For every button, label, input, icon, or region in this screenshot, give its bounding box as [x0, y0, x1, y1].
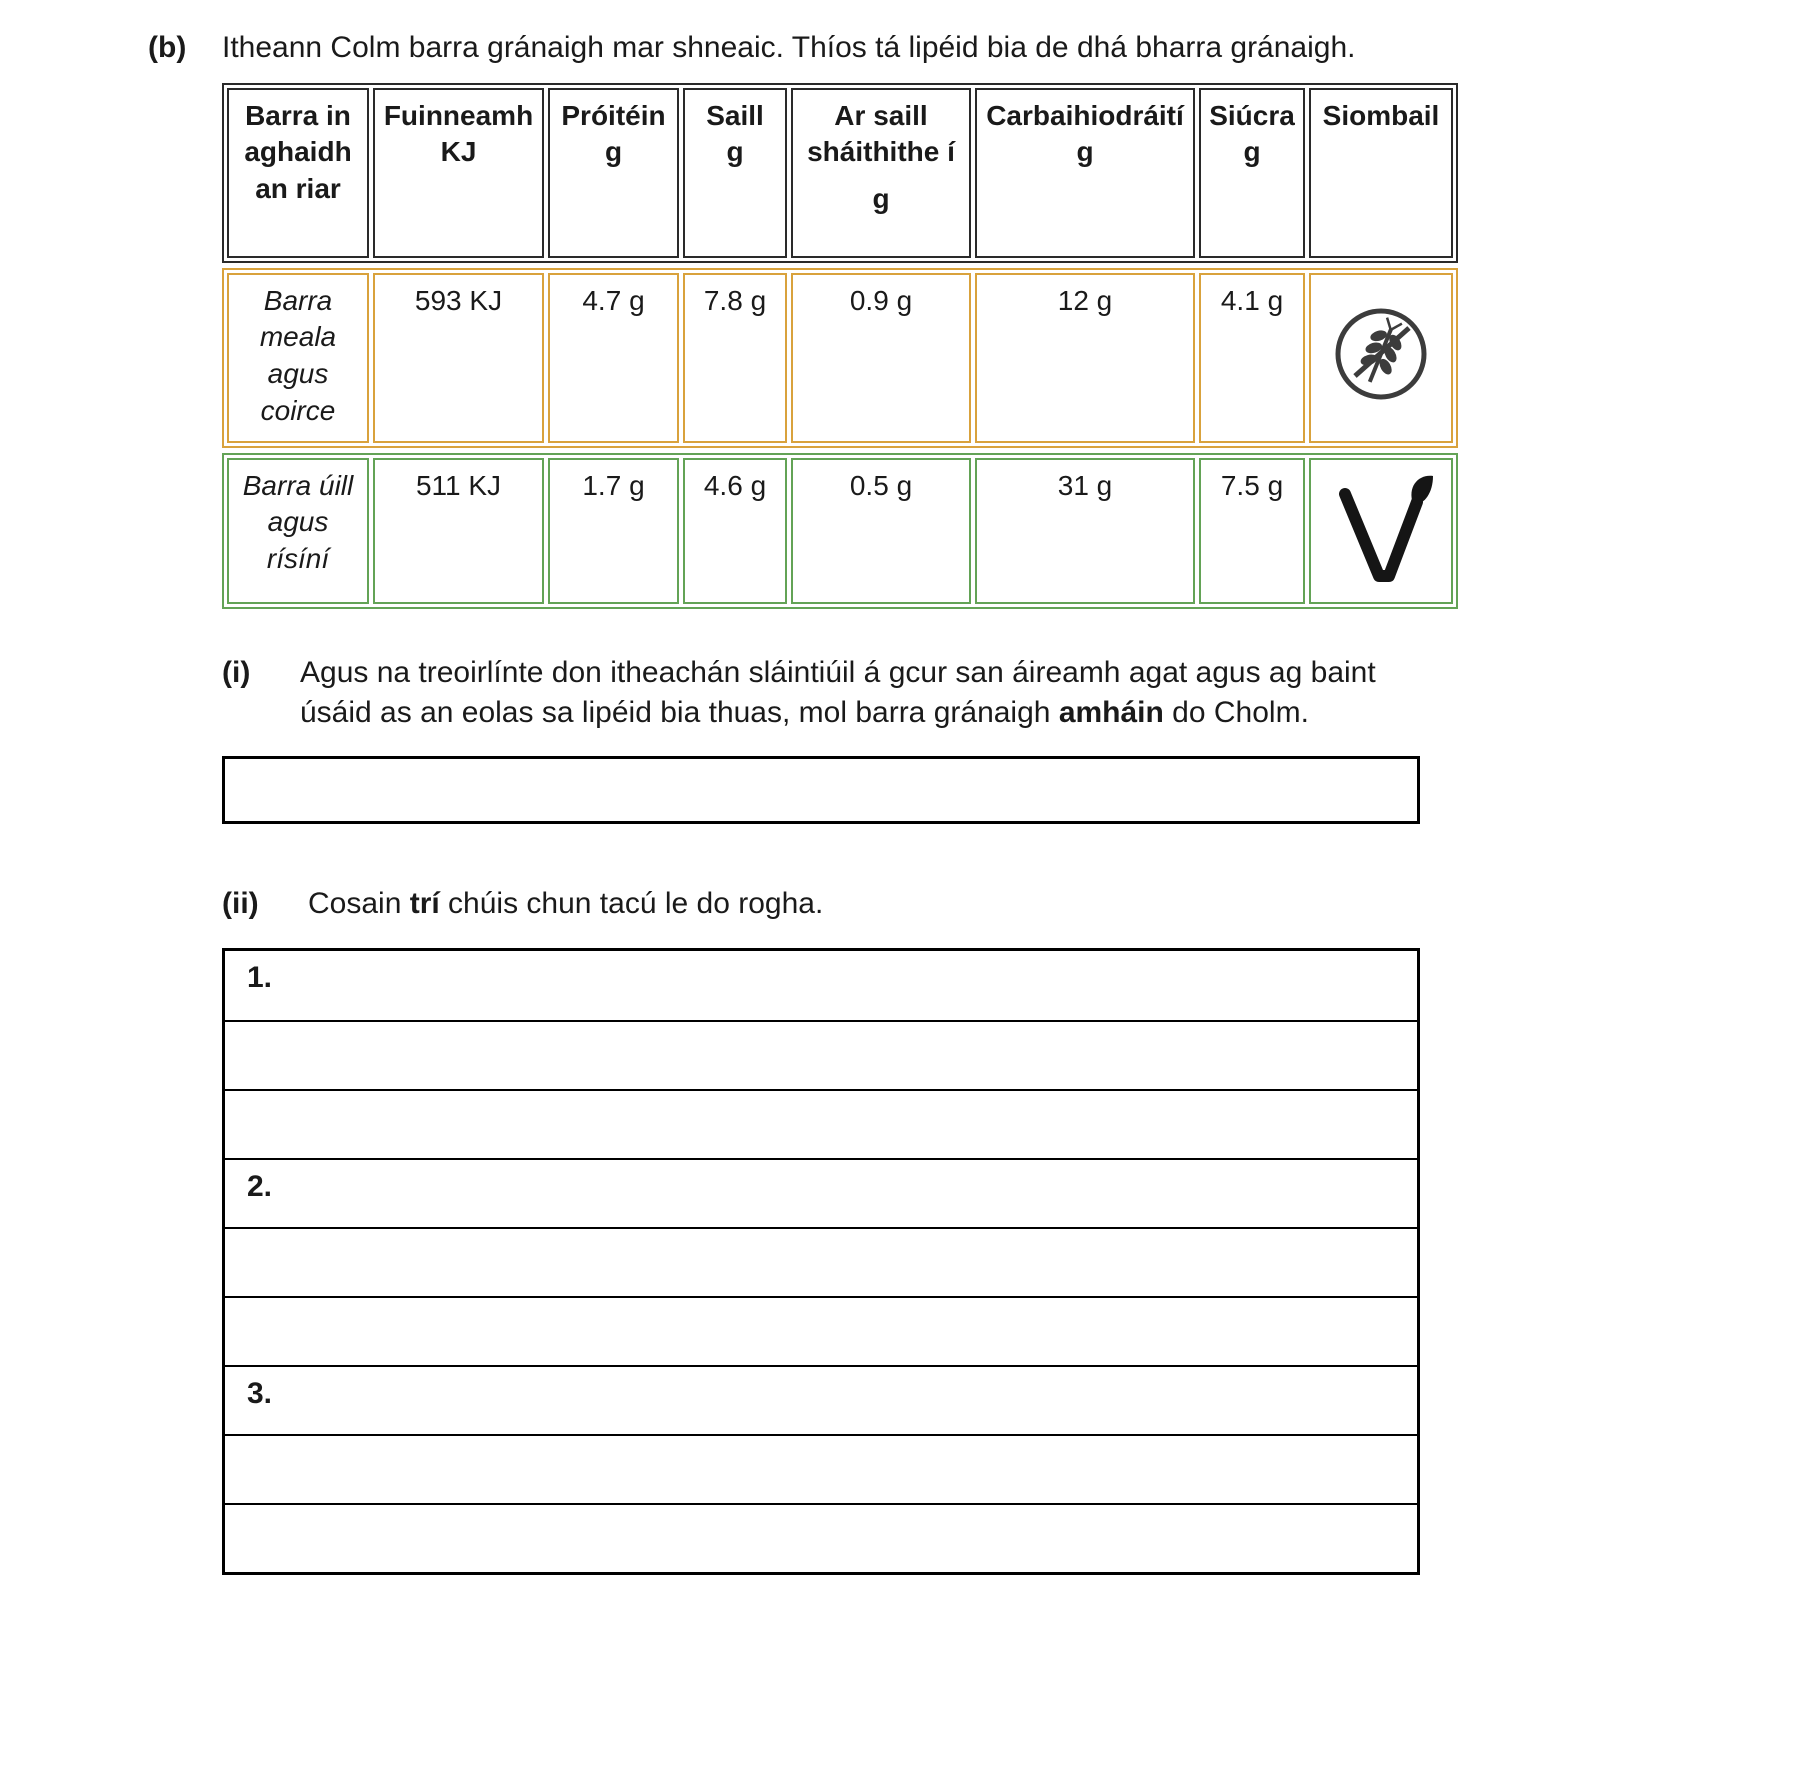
- answer-lines-ii: [222, 948, 1420, 1575]
- gluten-free-icon: [1331, 304, 1431, 414]
- question-ii-text-after: chúis chun tacú le do rogha.: [439, 886, 824, 920]
- row-value-energy: 593 KJ: [373, 273, 544, 443]
- header-label: Siúcra: [1209, 99, 1295, 131]
- question-ii-text: [308, 884, 1778, 925]
- answer-line-2[interactable]: [225, 1158, 1417, 1227]
- answer-number: 1.: [247, 961, 273, 994]
- header-unit: g: [726, 136, 744, 168]
- header-cell-fuinneamh: [373, 88, 544, 258]
- part-b-intro: Itheann Colm barra gránaigh mar shneaic. Thíos tá lipéid bia de dhá bharra gránaigh.: [222, 31, 1356, 64]
- header-label: Siombail: [1322, 99, 1440, 131]
- answer-line[interactable]: [225, 1020, 1417, 1089]
- question-ii-bold-word: trí: [409, 886, 440, 920]
- answer-line[interactable]: [225, 1296, 1417, 1365]
- row-value-carbs: 31 g: [975, 458, 1195, 604]
- question-ii-text-before: Cosain: [308, 886, 410, 920]
- answer-number: 3.: [247, 1377, 273, 1410]
- header-label: Barra in aghaidh an riar: [244, 99, 352, 205]
- table-header-row: [222, 83, 1458, 263]
- header-unit: g: [604, 136, 623, 168]
- question-part-b: [148, 28, 1778, 69]
- header-label: Fuinneamh: [383, 99, 534, 131]
- header-cell-carbaihiodraiti: [975, 88, 1195, 258]
- row-value-carbs: 12 g: [975, 273, 1195, 443]
- row-value-satfat: 0.5 g: [791, 458, 971, 604]
- header-unit: g: [872, 183, 890, 215]
- table-row-barra-uill: [222, 453, 1458, 609]
- header-cell-saill: [683, 88, 787, 258]
- answer-line[interactable]: [225, 1227, 1417, 1296]
- answer-number: 2.: [247, 1170, 273, 1203]
- answer-line[interactable]: [225, 1089, 1417, 1158]
- header-cell-saill-shaithithe: [791, 88, 971, 258]
- question-i-label: (i): [222, 655, 251, 689]
- header-label: Próitéin: [561, 99, 666, 131]
- row-symbol-cell: [1309, 273, 1453, 443]
- question-i: [222, 653, 1778, 734]
- row-value-energy: 511 KJ: [373, 458, 544, 604]
- question-ii: [222, 884, 1778, 925]
- header-label: Carbaihiodráití: [986, 99, 1184, 131]
- header-label: Ar saill sháithithe í: [807, 99, 955, 168]
- row-name: Barra úill agus rísíní: [227, 458, 369, 604]
- header-cell-siucra: [1199, 88, 1305, 258]
- row-value-satfat: 0.9 g: [791, 273, 971, 443]
- answer-line-1[interactable]: [225, 951, 1417, 1020]
- header-label: Saill: [706, 99, 764, 131]
- row-value-sugar: 7.5 g: [1199, 458, 1305, 604]
- answer-line-3[interactable]: [225, 1365, 1417, 1434]
- answer-line[interactable]: [225, 1503, 1417, 1572]
- header-cell-barra: [227, 88, 369, 258]
- row-value-fat: 4.6 g: [683, 458, 787, 604]
- header-unit: g: [1076, 136, 1094, 168]
- question-i-text-after: do Cholm.: [1163, 696, 1309, 729]
- question-i-section: [148, 653, 1778, 824]
- row-value-protein: 1.7 g: [548, 458, 679, 604]
- answer-line[interactable]: [225, 1434, 1417, 1503]
- header-unit: g: [1243, 136, 1261, 168]
- row-value-protein: 4.7 g: [548, 273, 679, 443]
- row-value-sugar: 4.1 g: [1199, 273, 1305, 443]
- nutrition-table: [222, 83, 1458, 609]
- row-value-fat: 7.8 g: [683, 273, 787, 443]
- question-i-text: [300, 653, 1410, 734]
- answer-box-i[interactable]: [222, 756, 1420, 824]
- question-ii-section: [148, 884, 1778, 1576]
- row-name: Barra meala agus coirce: [227, 273, 369, 443]
- header-cell-siombail: [1309, 88, 1453, 258]
- header-unit: KJ: [440, 136, 477, 168]
- table-row-barra-meala: [222, 268, 1458, 448]
- header-cell-proitein: [548, 88, 679, 258]
- part-b-label: (b): [148, 31, 187, 64]
- question-i-text-before: Agus na treoirlínte don itheachán sláintiúil á gcur san áireamh agat agus ag baint úsáid as an eolas sa lipéid bia thuas, mol barra gránaigh: [300, 655, 1376, 729]
- vegan-icon: [1329, 468, 1433, 596]
- question-ii-label: (ii): [222, 886, 259, 920]
- row-symbol-cell: [1309, 458, 1453, 604]
- question-i-bold-word: amháin: [1058, 696, 1164, 729]
